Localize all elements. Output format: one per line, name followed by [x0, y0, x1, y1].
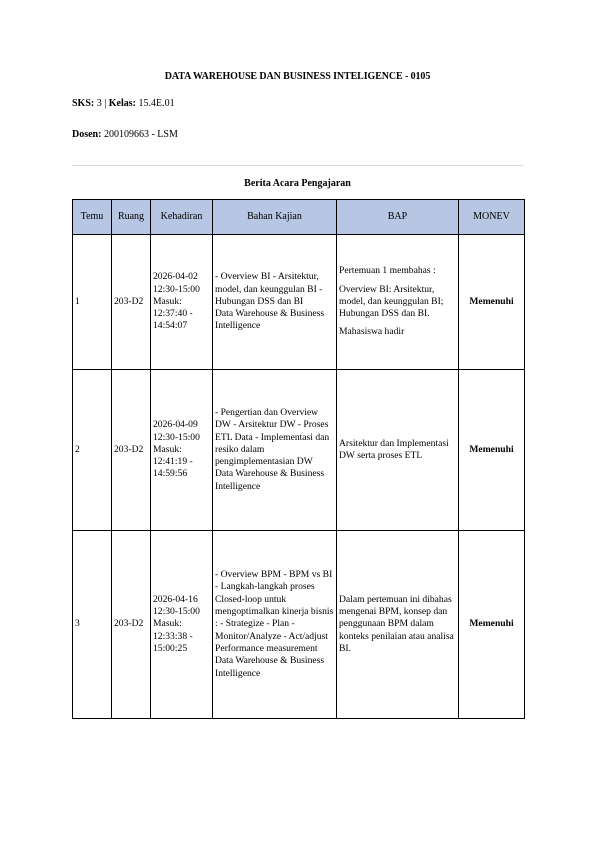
- divider: [72, 165, 523, 166]
- column-header-bap: BAP: [337, 200, 459, 235]
- lecturer-info: [72, 129, 178, 140]
- bap-line: Arsitektur dan Implementasi DW serta proses ETL: [339, 437, 449, 461]
- dosen-label: Dosen:: [72, 129, 102, 140]
- column-header-temu: Temu: [73, 200, 112, 235]
- cell-bahan-kajian: [213, 370, 337, 531]
- cell-bap: [337, 370, 459, 531]
- cell-monev: Memenuhi: [459, 370, 525, 531]
- cell-ruang: 203-D2: [112, 235, 151, 370]
- dosen-value: 200109663 - LSM: [103, 129, 178, 140]
- cell-monev: Memenuhi: [459, 531, 525, 719]
- bap-line: Pertemuan 1 membahas :: [339, 265, 436, 277]
- cell-bahan-kajian: [213, 531, 337, 719]
- column-header-monev: MONEV: [459, 200, 525, 235]
- bahan-kajian-reference: Data Warehouse & Business Intelligence: [215, 468, 325, 492]
- kelas-label: Kelas:: [108, 98, 136, 109]
- sks-value: 3: [96, 98, 102, 109]
- bap-line: Overview BI: Arsitektur, model, dan keunggulan BI; Hubungan DSS dan BI.: [339, 283, 444, 320]
- cell-ruang: 203-D2: [112, 531, 151, 719]
- cell-kehadiran: 2026-04-09 12:30-15:00 Masuk: 12:41:19 - 14:59:56: [151, 370, 213, 531]
- bap-line: Dalam pertemuan ini dibahas mengenai BPM, konsep dan penggunaan BPM dalam konteks penilaian atau analisa BI.: [339, 593, 454, 654]
- column-header-ruang: Ruang: [112, 200, 151, 235]
- cell-bap: [337, 235, 459, 370]
- cell-ruang: 203-D2: [112, 370, 151, 531]
- table-row: [73, 235, 525, 370]
- bahan-kajian-reference: Data Warehouse & Business Intelligence: [215, 308, 325, 332]
- separator: |: [104, 98, 107, 109]
- bahan-kajian-topics: - Overview BPM - BPM vs BI - Langkah-langkah proses Closed-loop untuk mengoptimalkan kinerja bisnis : - Strategize - Plan - Monitor/Analyze - Act/adjust Performance measurement: [215, 569, 334, 654]
- column-header-kehadiran: Kehadiran: [151, 200, 213, 235]
- kelas-value: 15.4E.01: [138, 98, 175, 109]
- cell-bap: [337, 531, 459, 719]
- page-title: DATA WAREHOUSE DAN BUSINESS INTELIGENCE - 0105: [164, 71, 431, 82]
- teaching-report-table: [72, 199, 525, 719]
- cell-temu: 2: [73, 370, 112, 531]
- table-header-row: [73, 200, 525, 235]
- course-info: [72, 98, 175, 109]
- table-row: [73, 531, 525, 719]
- table-row: [73, 370, 525, 531]
- cell-temu: 1: [73, 235, 112, 370]
- bahan-kajian-topics: - Pengertian dan Overview DW - Arsitektur DW - Proses ETL Data - Implementasi dan resiko dalam pengimplementasian DW: [215, 406, 330, 468]
- bahan-kajian-topics: - Overview BI - Arsitektur, model, dan keunggulan BI - Hubungan DSS dan BI: [215, 271, 323, 307]
- sks-label: SKS:: [72, 98, 95, 109]
- cell-kehadiran: 2026-04-02 12:30-15:00 Masuk: 12:37:40 - 14:54:07: [151, 235, 213, 370]
- column-header-bahan-kajian: Bahan Kajian: [213, 200, 337, 235]
- table-caption: Berita Acara Pengajaran: [244, 178, 351, 189]
- bahan-kajian-reference: Data Warehouse & Business Intelligence: [215, 655, 325, 679]
- cell-bahan-kajian: [213, 235, 337, 370]
- cell-monev: Memenuhi: [459, 235, 525, 370]
- cell-kehadiran: 2026-04-16 12:30-15:00 Masuk: 12:33:38 - 15:00:25: [151, 531, 213, 719]
- cell-temu: 3: [73, 531, 112, 719]
- bap-line: Mahasiswa hadir: [339, 326, 405, 338]
